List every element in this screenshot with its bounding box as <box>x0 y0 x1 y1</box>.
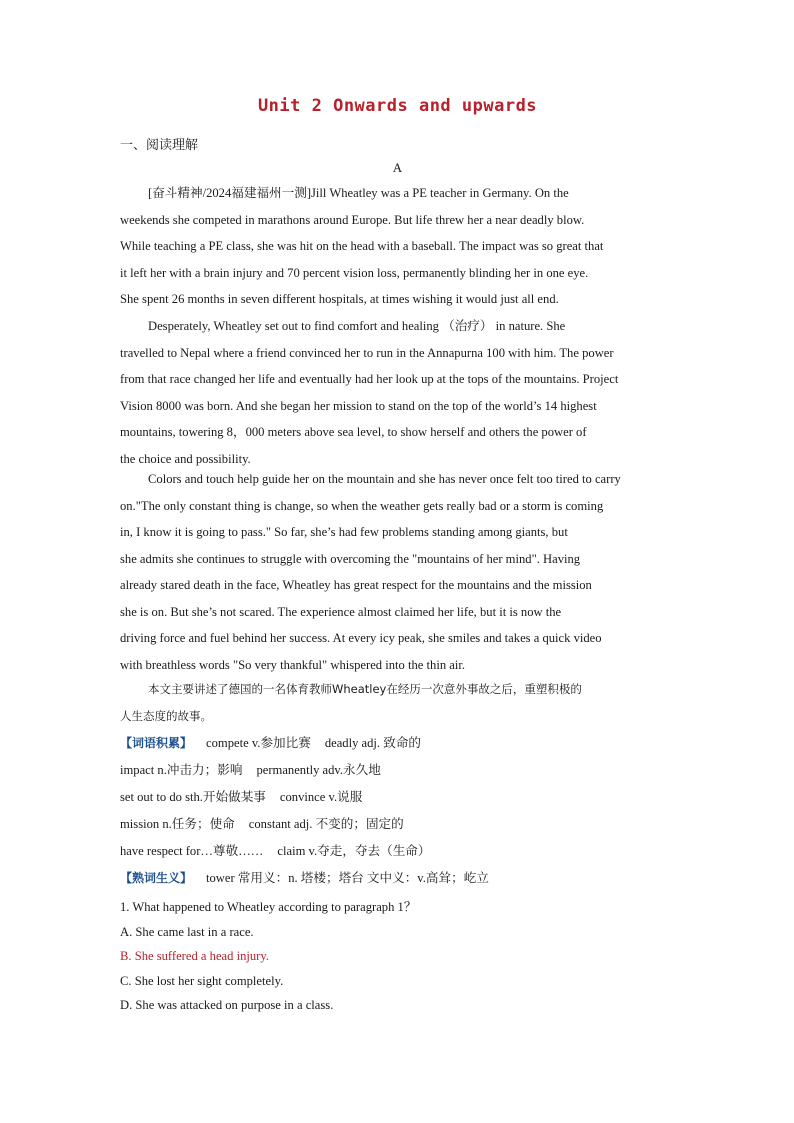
text-line: she is on. But she’s not scared. The experience almost claimed her life, but it is now the <box>120 604 562 619</box>
option-a: A. She came last in a race. <box>120 924 254 939</box>
text-line: the choice and possibility. <box>120 451 251 466</box>
new-meaning-item: tower 常用义：n. 塔楼；塔台 文中义：v.高耸；屹立 <box>206 871 489 885</box>
text-line: [奋斗精神/2024福建福州一测]Jill Wheatley was a PE teacher in Germany. On the <box>148 186 569 200</box>
vocab-item: mission n.任务；使命 <box>120 817 235 831</box>
option-b-answer: B. She suffered a head injury. <box>120 949 269 963</box>
option-d: D. She was attacked on purpose in a class. <box>120 998 334 1012</box>
text-line: weekends she competed in marathons around Europe. But life threw her a near deadly blow. <box>120 212 585 227</box>
page-title: Unit 2 Onwards and upwards <box>257 96 538 116</box>
vocab-section <box>120 730 675 892</box>
passage-label: A <box>392 160 403 175</box>
text-line: While teaching a PE class, she was hit on the head with a baseball. The impact was so great that <box>120 239 604 253</box>
question-1 <box>120 895 675 1018</box>
paragraph-3 <box>120 466 675 678</box>
text-line: travelled to Nepal where a friend convinced her to run in the Annapurna 100 with him. The power <box>120 345 614 360</box>
vocab-item: convince v.说服 <box>279 790 363 804</box>
vocab-item: permanently adv.永久地 <box>256 763 381 777</box>
text-line: it left her with a brain injury and 70 percent vision loss, permanently blinding her in one eye. <box>120 265 589 280</box>
paragraph-1 <box>120 180 675 313</box>
vocab-item: claim v.夺走，夺去（生命） <box>277 844 431 858</box>
section-heading: 一、阅读理解 <box>120 137 199 152</box>
text-line: with breathless words "So very thankful" whispered into the thin air. <box>120 657 466 672</box>
text-line: Vision 8000 was born. And she began her mission to stand on the top of the world’s 14 highest <box>120 398 597 413</box>
vocab-item: constant adj. 不变的；固定的 <box>248 817 404 831</box>
text-line: already stared death in the face, Wheatley has great respect for the mountains and the mission <box>120 578 592 592</box>
vocab-item: deadly adj. 致命的 <box>324 736 422 750</box>
summary-line: 本文主要讲述了德国的一名体育教师Wheatley在经历一次意外事故之后，重塑积极的 <box>148 682 582 696</box>
text-line: Colors and touch help guide her on the mountain and she has never once felt too tired to carry <box>148 472 621 486</box>
paragraph-2 <box>120 313 675 472</box>
text-line: driving force and fuel behind her success. At every icy peak, she smiles and takes a quick video <box>120 631 602 645</box>
summary-line: 人生态度的故事。 <box>120 708 212 723</box>
text-line: in, I know it is going to pass." So far, she’s had few problems standing among giants, but <box>120 525 568 539</box>
text-line: from that race changed her life and eventually had her look up at the tops of the mountains. Project <box>120 372 619 386</box>
new-meaning-tag: 【熟词生义】 <box>120 871 193 885</box>
vocab-tag: 【词语积累】 <box>120 736 193 750</box>
vocab-item: have respect for…尊敬…… <box>120 844 264 858</box>
vocab-item: impact n.冲击力；影响 <box>120 763 243 777</box>
text-line: she admits she continues to struggle with overcoming the "mountains of her mind". Having <box>120 551 581 566</box>
vocab-item: set out to do sth.开始做某事 <box>120 790 266 804</box>
text-line: She spent 26 months in seven different hospitals, at times wishing it would just all end. <box>120 292 559 306</box>
question-stem: 1. What happened to Wheatley according to paragraph 1？ <box>120 900 417 914</box>
option-c: C. She lost her sight completely. <box>120 973 284 988</box>
summary <box>120 676 675 729</box>
text-line: Desperately, Wheatley set out to find comfort and healing （治疗） in nature. She <box>148 319 566 333</box>
vocab-item: compete v.参加比赛 <box>206 736 311 750</box>
text-line: on."The only constant thing is change, so when the weather gets really bad or a storm is coming <box>120 498 604 513</box>
text-line: mountains, towering 8，000 meters above sea level, to show herself and others the power of <box>120 425 587 439</box>
